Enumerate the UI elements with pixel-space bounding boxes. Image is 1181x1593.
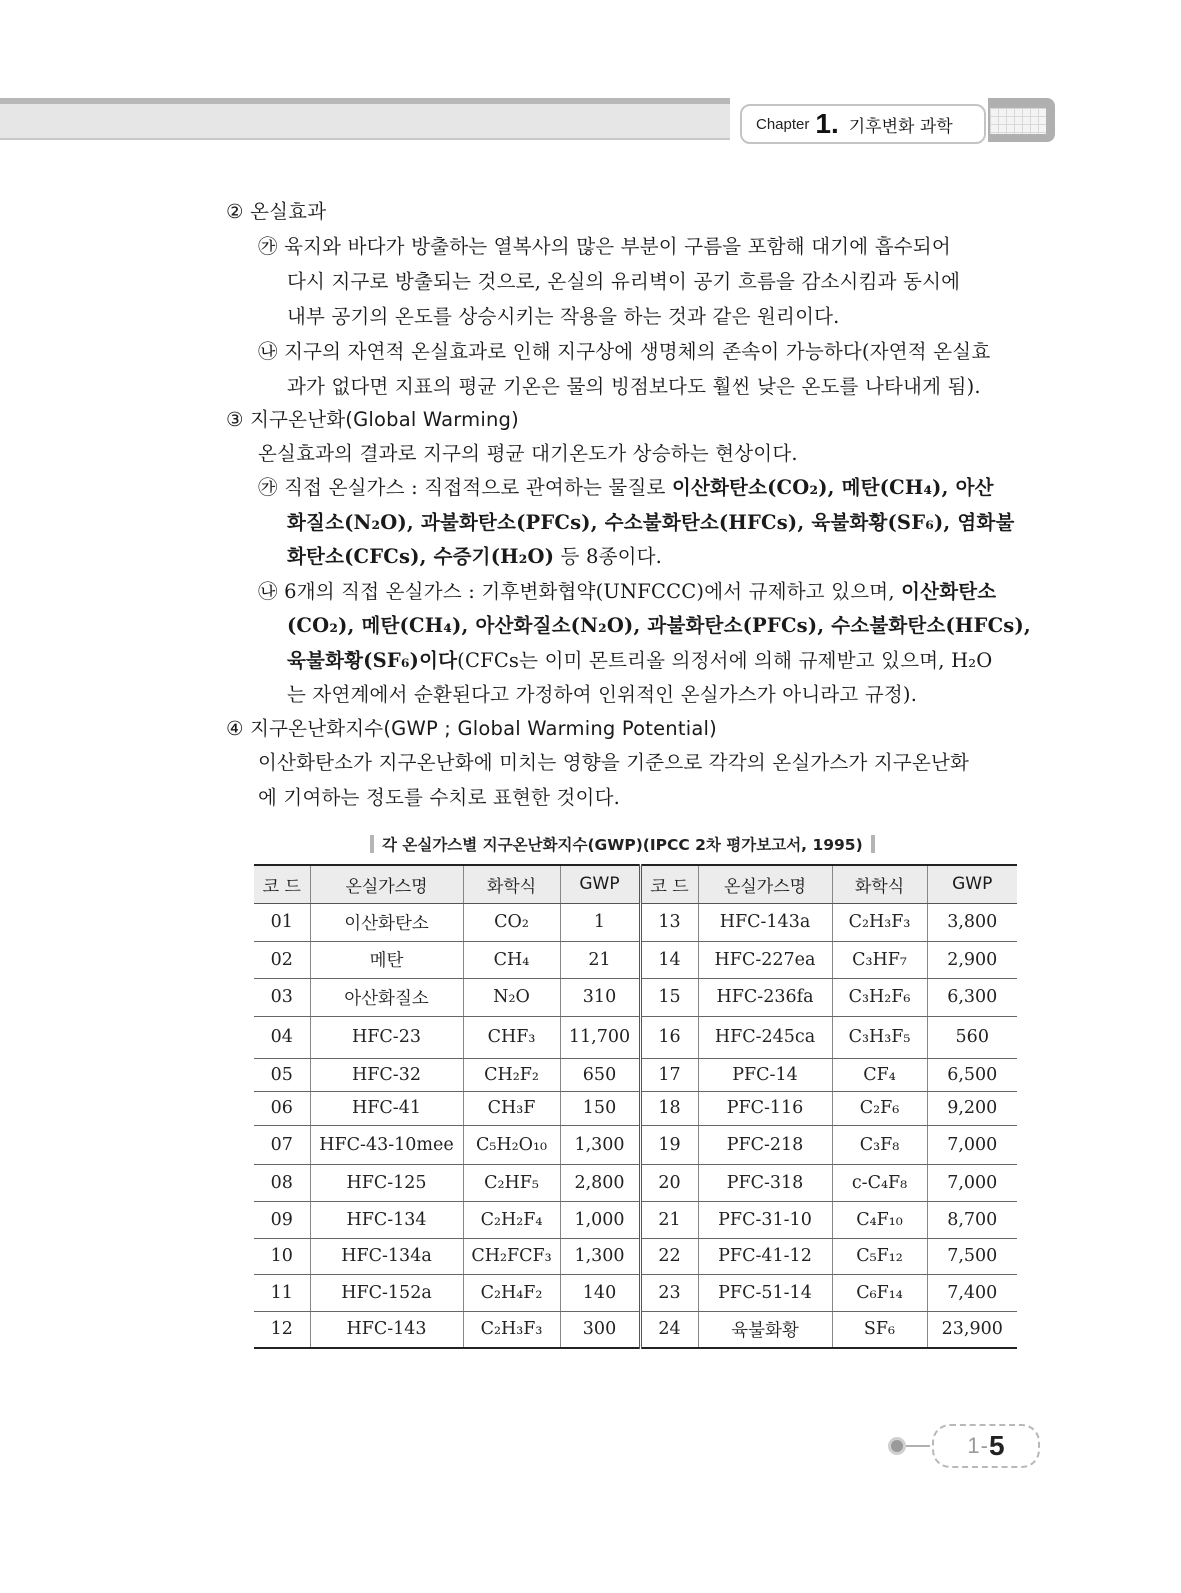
- chapter-label: Chapter: [756, 115, 810, 133]
- cell-formula-2: c-C₄F₈: [832, 1164, 927, 1201]
- table-row: [254, 978, 1017, 1016]
- cell-gas-name-2: PFC-218: [698, 1125, 832, 1164]
- section-2-title: ② 온실효과: [226, 200, 327, 223]
- cell-gwp-2: 8,700: [927, 1201, 1017, 1238]
- col-header-formula-2: 화학식: [832, 865, 927, 903]
- s3-na-line-3-text: (CFCs는 이미 몬트리올 의정서에 의해 규제받고 있으며, H₂O: [457, 649, 993, 672]
- cell-code: 08: [254, 1164, 310, 1201]
- cell-formula-2: CF₄: [832, 1058, 927, 1091]
- cell-gas-name-2: PFC-318: [698, 1164, 832, 1201]
- s3-na-line-1: [258, 576, 996, 604]
- cell-gas-name: 이산화탄소: [310, 903, 463, 941]
- cell-gas-name: HFC-41: [310, 1091, 463, 1125]
- page-separator: -: [980, 1433, 988, 1458]
- cell-gwp-2: 7,500: [927, 1238, 1017, 1274]
- cell-code: 03: [254, 978, 310, 1016]
- cell-gas-name: HFC-43-10mee: [310, 1125, 463, 1164]
- cell-gwp: 11,700: [560, 1016, 640, 1058]
- table-row: [254, 1274, 1017, 1311]
- page-number: 5: [989, 1430, 1005, 1461]
- page-part: 1: [967, 1433, 980, 1458]
- cell-gas-name-2: PFC-14: [698, 1058, 832, 1091]
- table-row: [254, 1058, 1017, 1091]
- s2-ga-line-2: 다시 지구로 방출되는 것으로, 온실의 유리벽이 공기 흐름을 감소시킴과 동시에: [287, 270, 961, 293]
- cell-formula-2: C₃H₂F₆: [832, 978, 927, 1016]
- s3-ga-line-3-bold: 화탄소(CFCs), 수증기(H₂O): [287, 545, 555, 568]
- cell-gas-name-2: PFC-31-10: [698, 1201, 832, 1238]
- cell-gas-name-2: PFC-51-14: [698, 1274, 832, 1311]
- cell-formula: CO₂: [463, 903, 560, 941]
- table-row: [254, 1201, 1017, 1238]
- cell-code: 07: [254, 1125, 310, 1164]
- page-number-tab: [888, 1422, 1048, 1470]
- cell-gas-name-2: 육불화황: [698, 1311, 832, 1348]
- cell-formula: CH₂FCF₃: [463, 1238, 560, 1274]
- cell-code-2: 17: [640, 1058, 698, 1091]
- cell-code-2: 20: [640, 1164, 698, 1201]
- cell-gas-name-2: HFC-236fa: [698, 978, 832, 1016]
- cell-gas-name: HFC-134a: [310, 1238, 463, 1274]
- cell-formula: C₂H₄F₂: [463, 1274, 560, 1311]
- cell-gwp-2: 2,900: [927, 941, 1017, 978]
- cell-code-2: 23: [640, 1274, 698, 1311]
- cell-formula-2: C₄F₁₀: [832, 1201, 927, 1238]
- cell-formula: CH₃F: [463, 1091, 560, 1125]
- col-header-gwp: GWP: [560, 865, 640, 903]
- cell-gwp: 650: [560, 1058, 640, 1091]
- table-row: [254, 903, 1017, 941]
- cell-code-2: 16: [640, 1016, 698, 1058]
- s2-na-line-1: ㉯ 지구의 자연적 온실효과로 인해 지구상에 생명체의 존속이 가능하다(자연적 온실효: [258, 340, 991, 363]
- cell-code: 11: [254, 1274, 310, 1311]
- cell-code: 12: [254, 1311, 310, 1348]
- chapter-number: 1.: [815, 108, 839, 139]
- cell-code-2: 18: [640, 1091, 698, 1125]
- page-tab-connector: [906, 1445, 930, 1447]
- cell-code: 06: [254, 1091, 310, 1125]
- col-header-formula: 화학식: [463, 865, 560, 903]
- cell-gwp-2: 3,800: [927, 903, 1017, 941]
- cell-gwp-2: 9,200: [927, 1091, 1017, 1125]
- cell-gwp-2: 23,900: [927, 1311, 1017, 1348]
- cell-gwp: 1,300: [560, 1125, 640, 1164]
- s3-ga-line-1: [258, 472, 994, 500]
- cell-gwp: 300: [560, 1311, 640, 1348]
- cell-code-2: 13: [640, 903, 698, 941]
- cell-gas-name: HFC-134: [310, 1201, 463, 1238]
- cell-formula-2: SF₆: [832, 1311, 927, 1348]
- cell-gwp-2: 6,500: [927, 1058, 1017, 1091]
- caption-bar-left: [370, 835, 374, 853]
- s3-na-line-3-bold: 육불화황(SF₆)이다: [287, 649, 458, 672]
- cell-gwp: 310: [560, 978, 640, 1016]
- cell-gas-name-2: PFC-116: [698, 1091, 832, 1125]
- caption-bar-right: [871, 835, 875, 853]
- cell-formula-2: C₅F₁₂: [832, 1238, 927, 1274]
- cell-code: 09: [254, 1201, 310, 1238]
- cell-formula: CH₄: [463, 941, 560, 978]
- cell-gwp-2: 7,000: [927, 1125, 1017, 1164]
- s2-na-line-2: 과가 없다면 지표의 평균 기온은 물의 빙점보다도 훨씬 낮은 온도를 나타내게 됨).: [287, 375, 981, 398]
- s3-ga-line-1-bold: 이산화탄소(CO₂), 메탄(CH₄), 아산: [671, 476, 994, 499]
- cell-gas-name-2: PFC-41-12: [698, 1238, 832, 1274]
- table-row: [254, 1311, 1017, 1348]
- s3-ga-line-1-text: ㉮ 직접 온실가스 : 직접적으로 관여하는 물질로: [258, 476, 672, 499]
- section-4-title: ④ 지구온난화지수(GWP ; Global Warming Potential): [226, 717, 717, 740]
- caption-text: 각 온실가스별 지구온난화지수(GWP)(IPCC 2차 평가보고서, 1995): [382, 836, 863, 854]
- cell-code: 01: [254, 903, 310, 941]
- cell-formula-2: C₃H₃F₅: [832, 1016, 927, 1058]
- cell-gas-name-2: HFC-227ea: [698, 941, 832, 978]
- cell-code-2: 22: [640, 1238, 698, 1274]
- cell-formula-2: C₂F₆: [832, 1091, 927, 1125]
- cell-gwp-2: 7,000: [927, 1164, 1017, 1201]
- cell-gas-name: HFC-23: [310, 1016, 463, 1058]
- s2-ga-line-1: ㉮ 육지와 바다가 방출하는 열복사의 많은 부분이 구름을 포함해 대기에 흡수되어: [258, 235, 951, 258]
- table-row: [254, 1016, 1017, 1058]
- cell-gas-name-2: HFC-245ca: [698, 1016, 832, 1058]
- gwp-table: [254, 864, 1017, 1349]
- cell-formula: CH₂F₂: [463, 1058, 560, 1091]
- cell-gas-name: 아산화질소: [310, 978, 463, 1016]
- s3-na-line-4: 는 자연계에서 순환된다고 가정하여 인위적인 온실가스가 아니라고 규정).: [287, 683, 918, 706]
- cell-gwp: 1,300: [560, 1238, 640, 1274]
- s3-ga-line-2-bold: 화질소(N₂O), 과불화탄소(PFCs), 수소불화탄소(HFCs), 육불화황(SF₆), 염화불: [287, 511, 1015, 534]
- col-header-code-2: 코 드: [640, 865, 698, 903]
- s3-na-line-3: [287, 645, 992, 673]
- cell-code-2: 14: [640, 941, 698, 978]
- cell-formula: C₅H₂O₁₀: [463, 1125, 560, 1164]
- chapter-title: 기후변화 과학: [848, 116, 953, 137]
- cell-formula: CHF₃: [463, 1016, 560, 1058]
- cell-gas-name: HFC-125: [310, 1164, 463, 1201]
- cell-gwp: 150: [560, 1091, 640, 1125]
- page-tab-dot: [888, 1437, 906, 1455]
- s3-ga-line-2: [287, 507, 1015, 535]
- cell-gas-name: HFC-152a: [310, 1274, 463, 1311]
- chapter-title-box: [740, 104, 986, 144]
- table-row: [254, 1238, 1017, 1274]
- col-header-code: 코 드: [254, 865, 310, 903]
- cell-gas-name: HFC-143: [310, 1311, 463, 1348]
- s2-ga-line-3: 내부 공기의 온도를 상승시키는 작용을 하는 것과 같은 원리이다.: [287, 305, 840, 328]
- cell-formula: C₂H₂F₄: [463, 1201, 560, 1238]
- cell-gas-name: 메탄: [310, 941, 463, 978]
- col-header-gas-name-2: 온실가스명: [698, 865, 832, 903]
- s3-ga-line-3-text: 등 8종이다.: [554, 545, 663, 568]
- col-header-gas-name: 온실가스명: [310, 865, 463, 903]
- header-bar-bottom: [0, 104, 730, 140]
- cell-gwp: 2,800: [560, 1164, 640, 1201]
- cell-gwp-2: 560: [927, 1016, 1017, 1058]
- cell-gwp-2: 7,400: [927, 1274, 1017, 1311]
- cell-gwp-2: 6,300: [927, 978, 1017, 1016]
- cell-code: 02: [254, 941, 310, 978]
- table-row: [254, 941, 1017, 978]
- table-caption: [362, 832, 910, 856]
- s3-intro: 온실효과의 결과로 지구의 평균 대기온도가 상승하는 현상이다.: [258, 442, 798, 465]
- cell-code-2: 19: [640, 1125, 698, 1164]
- cell-formula-2: C₃HF₇: [832, 941, 927, 978]
- cell-code: 04: [254, 1016, 310, 1058]
- cell-formula: N₂O: [463, 978, 560, 1016]
- section-3-title: ③ 지구온난화(Global Warming): [226, 408, 519, 431]
- cell-gwp: 140: [560, 1274, 640, 1311]
- s4-text-line-2: 에 기여하는 정도를 수치로 표현한 것이다.: [258, 786, 621, 809]
- s3-ga-line-3: [287, 541, 662, 569]
- table-row: [254, 1125, 1017, 1164]
- cell-gas-name-2: HFC-143a: [698, 903, 832, 941]
- table-header-row: [254, 865, 1017, 903]
- col-header-gwp-2: GWP: [927, 865, 1017, 903]
- cell-code: 05: [254, 1058, 310, 1091]
- cell-gwp: 21: [560, 941, 640, 978]
- table-body: [254, 903, 1017, 1348]
- table-row: [254, 1164, 1017, 1201]
- cell-formula-2: C₃F₈: [832, 1125, 927, 1164]
- s3-na-line-2: [287, 610, 1031, 638]
- s3-na-line-2-bold: (CO₂), 메탄(CH₄), 아산화질소(N₂O), 과불화탄소(PFCs), 수소불화탄소(HFCs),: [287, 614, 1031, 637]
- cell-gwp: 1,000: [560, 1201, 640, 1238]
- table-row: [254, 1091, 1017, 1125]
- s3-na-line-1-bold: 이산화탄소: [901, 580, 997, 603]
- header-grid-pattern: [990, 108, 1046, 134]
- cell-gas-name: HFC-32: [310, 1058, 463, 1091]
- s3-na-line-1-text: ㉯ 6개의 직접 온실가스 : 기후변화협약(UNFCCC)에서 규제하고 있으며,: [258, 580, 902, 603]
- page-number-box: [932, 1424, 1040, 1468]
- cell-code-2: 15: [640, 978, 698, 1016]
- cell-gwp: 1: [560, 903, 640, 941]
- cell-formula: C₂H₃F₃: [463, 1311, 560, 1348]
- cell-code-2: 24: [640, 1311, 698, 1348]
- cell-formula-2: C₆F₁₄: [832, 1274, 927, 1311]
- cell-code: 10: [254, 1238, 310, 1274]
- s4-text-line-1: 이산화탄소가 지구온난화에 미치는 영향을 기준으로 각각의 온실가스가 지구온난화: [258, 751, 970, 774]
- cell-formula-2: C₂H₃F₃: [832, 903, 927, 941]
- cell-formula: C₂HF₅: [463, 1164, 560, 1201]
- cell-code-2: 21: [640, 1201, 698, 1238]
